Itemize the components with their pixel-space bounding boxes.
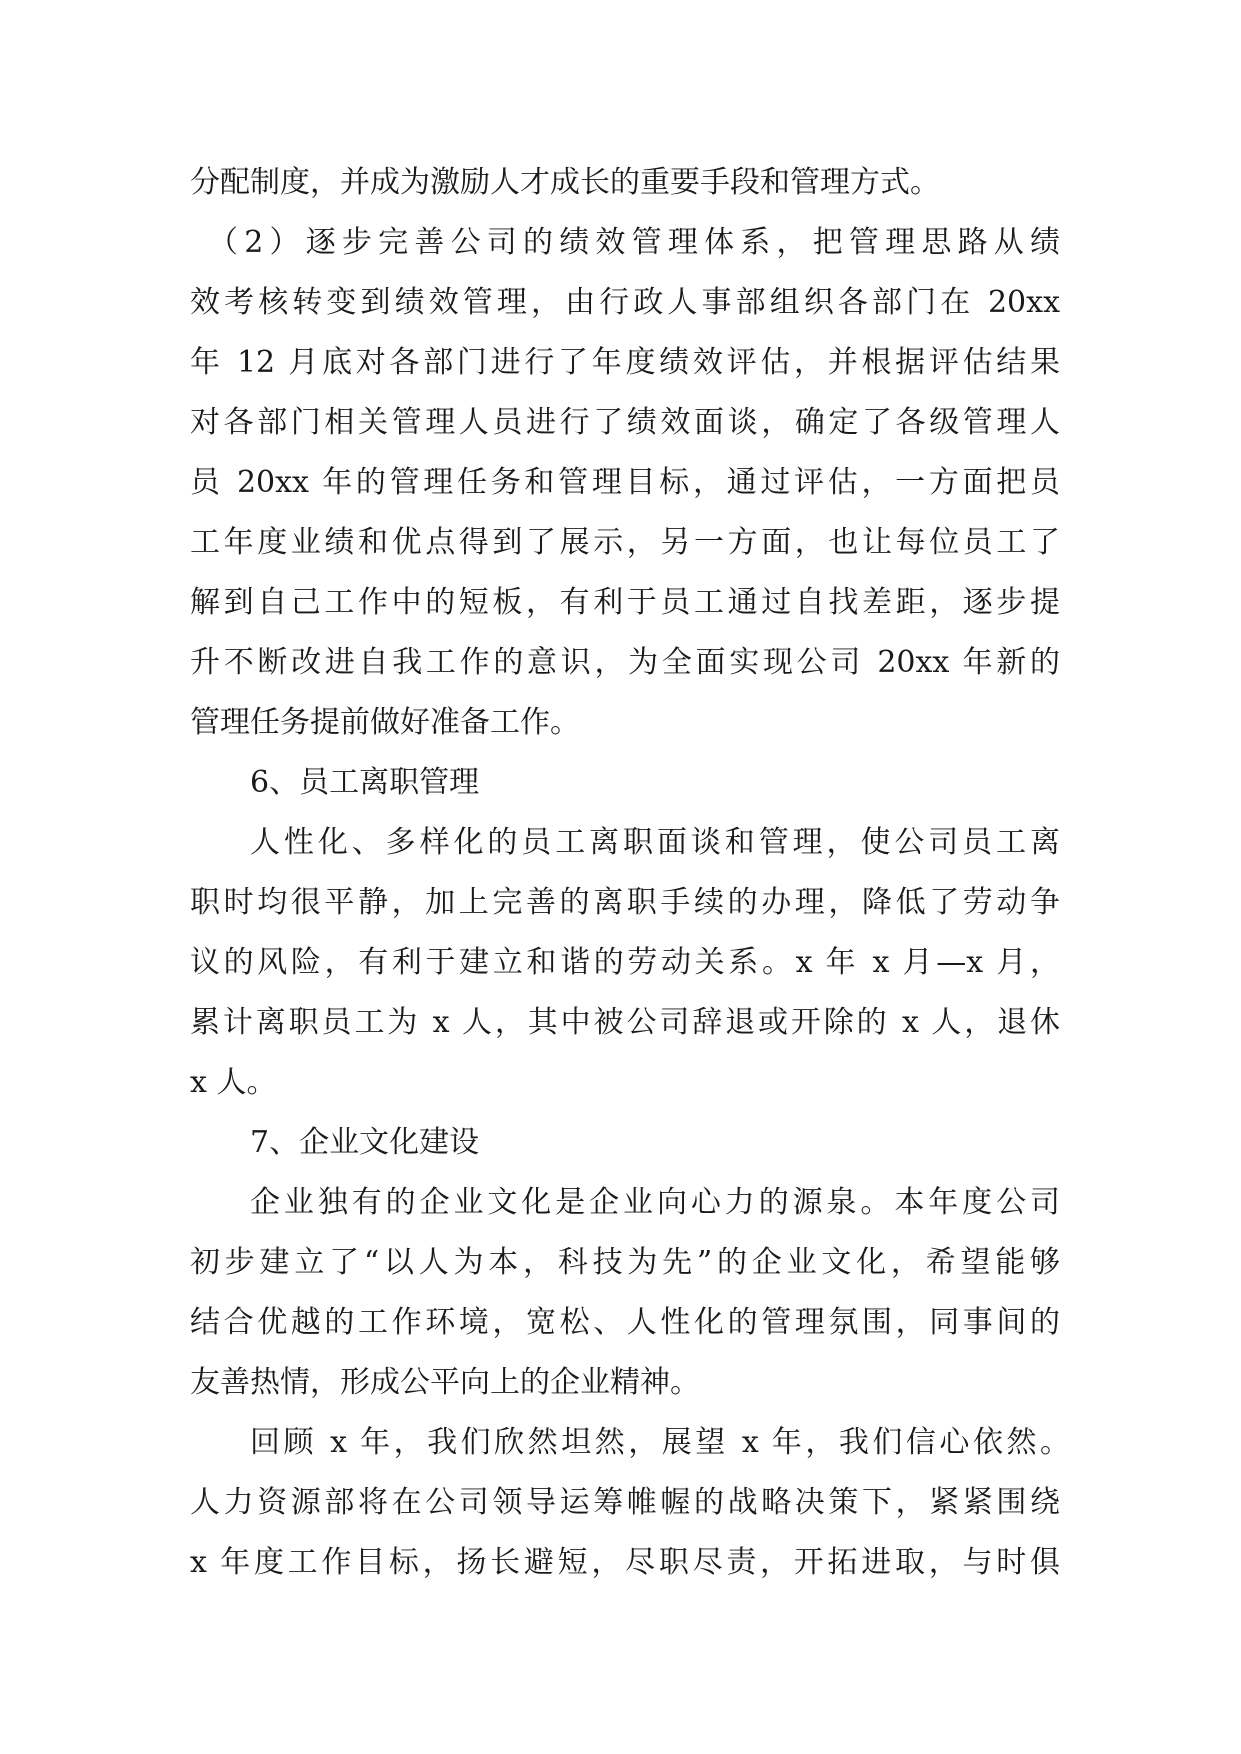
text-line: 对各部门相关管理人员进行了绩效面谈，确定了各级管理人 [190, 405, 1060, 440]
section-heading: 6、员工离职管理 [250, 765, 480, 800]
text-line: x 人。 [190, 1065, 277, 1100]
text-line: 结合优越的工作环境，宽松、人性化的管理氛围，同事间的 [190, 1305, 1060, 1340]
text-line: 职时均很平静，加上完善的离职手续的办理，降低了劳动争 [190, 885, 1060, 920]
text-line: 效考核转变到绩效管理，由行政人事部组织各部门在 20xx [190, 285, 1060, 320]
text-line: 初步建立了“以人为本，科技为先”的企业文化，希望能够 [190, 1245, 1060, 1280]
text-line: （2）逐步完善公司的绩效管理体系，把管理思路从绩 [208, 225, 1060, 260]
text-line: 友善热情，形成公平向上的企业精神。 [190, 1365, 700, 1400]
text-line: 管理任务提前做好准备工作。 [190, 705, 580, 740]
text-line: 分配制度，并成为激励人才成长的重要手段和管理方式。 [190, 165, 940, 200]
text-line: 人力资源部将在公司领导运筹帷幄的战略决策下，紧紧围绕 [190, 1485, 1060, 1520]
text-line: x 年度工作目标，扬长避短，尽职尽责，开拓进取，与时俱 [190, 1545, 1060, 1580]
text-line: 升不断改进自我工作的意识，为全面实现公司 20xx 年新的 [190, 645, 1060, 680]
text-line: 人性化、多样化的员工离职面谈和管理，使公司员工离 [250, 825, 1060, 860]
text-line: 年 12 月底对各部门进行了年度绩效评估，并根据评估结果 [190, 345, 1060, 380]
text-line: 工年度业绩和优点得到了展示，另一方面，也让每位员工了 [190, 525, 1060, 560]
text-line: 企业独有的企业文化是企业向心力的源泉。本年度公司 [250, 1185, 1060, 1220]
text-line: 累计离职员工为 x 人，其中被公司辞退或开除的 x 人，退休 [190, 1005, 1060, 1040]
text-line: 回顾 x 年，我们欣然坦然，展望 x 年，我们信心依然。 [250, 1425, 1070, 1460]
section-heading: 7、企业文化建设 [250, 1125, 480, 1160]
text-line: 解到自己工作中的短板，有利于员工通过自找差距，逐步提 [190, 585, 1060, 620]
text-line: 议的风险，有利于建立和谐的劳动关系。x 年 x 月—x 月， [190, 945, 1060, 980]
text-line: 员 20xx 年的管理任务和管理目标，通过评估，一方面把员 [190, 465, 1060, 500]
